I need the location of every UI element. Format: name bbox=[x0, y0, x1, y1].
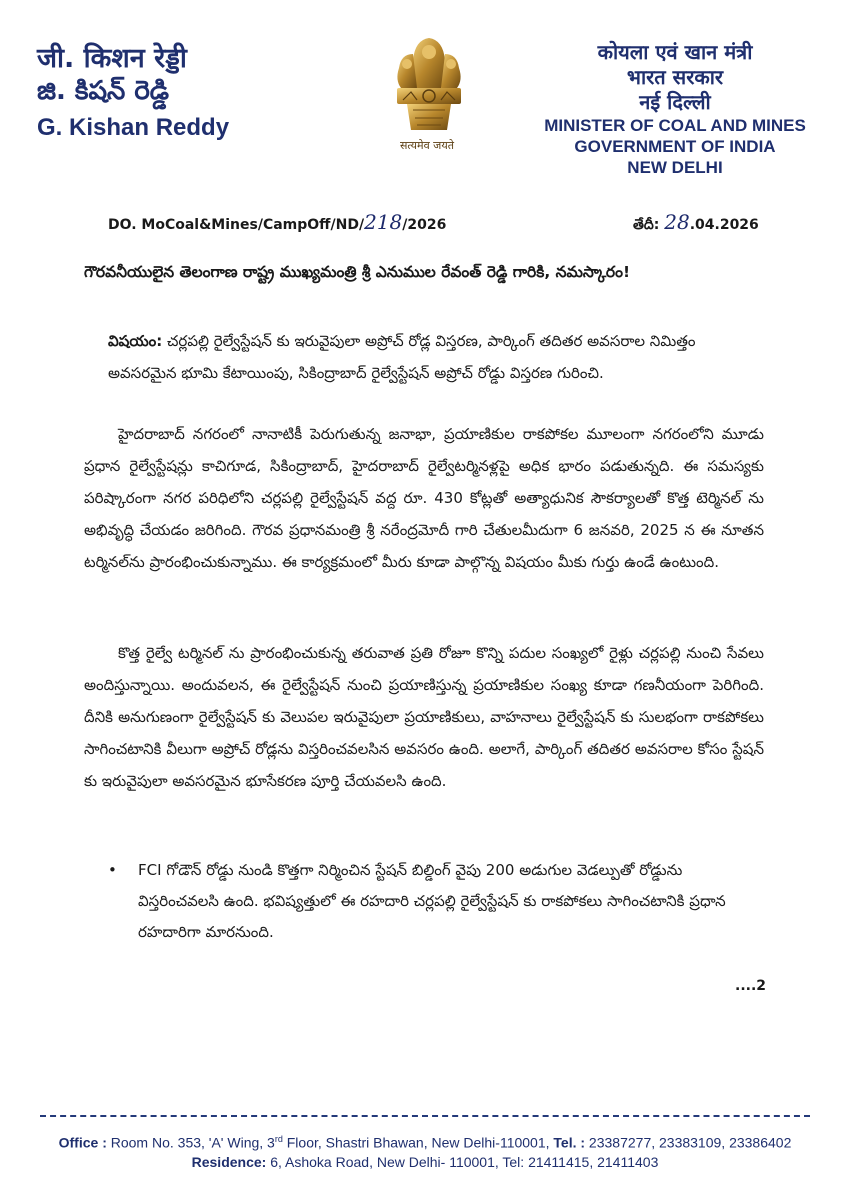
date-handwritten-day: 28 bbox=[664, 210, 690, 234]
minister-name-hindi: जी. किशन रेड्डी bbox=[37, 43, 187, 74]
page-continuation: ....2 bbox=[735, 978, 767, 994]
bullet-dot-icon: • bbox=[108, 861, 117, 879]
body-paragraph-1 bbox=[84, 418, 764, 578]
ministry-english-line1: MINISTER OF COAL AND MINES bbox=[544, 116, 806, 135]
ministry-block bbox=[530, 40, 820, 178]
subject-text: చర్లపల్లి రైల్వేస్టేషన్ కు ఇరువైపులా అప్రోచ్ రోడ్ల విస్తరణ, పార్కింగ్ తదితర అవసరాల నిమిత్తం అవసరమైన భూమి కేటాయింపు, సికింద్రాబాద్ రైల్వేస్టేషన్ అప్రోచ్ రోడ్డు విస్తరణ గురించి. bbox=[108, 332, 696, 382]
footer-divider bbox=[40, 1115, 810, 1117]
date-label: తేదీ: bbox=[633, 217, 665, 233]
salutation: గౌరవనీయులైన తెలంగాణ రాష్ట్ర ముఖ్యమంత్రి శ్రీ ఎనుముల రేవంత్ రెడ్డి గారికి, నమస్కారం! bbox=[84, 263, 631, 281]
office-label: Office : bbox=[58, 1134, 107, 1151]
ministry-hindi-line2: भारत सरकार bbox=[626, 65, 724, 89]
reference-suffix: /2026 bbox=[402, 217, 447, 233]
office-sup: rd bbox=[274, 1134, 283, 1144]
date-rest: .04.2026 bbox=[689, 217, 759, 233]
footer-residence-line bbox=[30, 1153, 820, 1172]
reference-prefix: DO. MoCoal&Mines/CampOff/ND/ bbox=[108, 217, 365, 233]
tel-numbers: 23387277, 23383109, 23386402 bbox=[585, 1134, 792, 1151]
paragraph-2-text: కొత్త రైల్వే టర్మినల్ ను ప్రారంభించుకున్న తరువాత ప్రతి రోజూ కొన్ని పదుల సంఖ్యలో రైళ్లు చర్లపల్లి నుంచి సేవలు అందిస్తున్నాయి. అందువలన, ఈ రైల్వేస్టేషన్ నుంచి ప్రయాణిస్తున్న ప్రయాణికుల సంఖ్య కూడా గణనీయంగా పెరిగింది. దీనికి అనుగుణంగా రైల్వేస్టేషన్ కు వెలుపల ఇరువైపులా ప్రయాణికులు, వాహనాలు రైల్వేస్టేషన్ కు సులభంగా రాకపోకలు సాగించటానికి వీలుగా అప్రోచ్ రోడ్లను విస్తరించవలసిన అవసరం ఉంది. అలాగే, పార్కింగ్ తదితర అవసరాల కోసం స్టేషన్ కు ఇరువైపులా అవసరమైన భూసేకరణ పూర్తి చేయవలసి ఉంది. bbox=[84, 644, 764, 790]
body-paragraph-2 bbox=[84, 637, 764, 797]
ministry-hindi-line3: नई दिल्ली bbox=[639, 90, 711, 114]
office-text: Room No. 353, 'A' Wing, 3 bbox=[106, 1134, 275, 1151]
residence-text: 6, Ashoka Road, New Delhi- 110001, Tel: 21411415, 21411403 bbox=[266, 1153, 659, 1170]
subject-label: విషయం: bbox=[108, 332, 163, 350]
bullet-text: FCI గోడౌన్ రోడ్డు నుండి కొత్తగా నిర్మించిన స్టేషన్ బిల్డింగ్ వైపు 200 అడుగుల వెడల్పుతో రోడ్డును విస్తరించవలసి ఉంది. భవిష్యత్తులో ఈ రహదారి చర్లపల్లి రైల్వేస్టేషన్ కు రాకపోకలు సాగించటానికి ప్రధాన రహదారిగా మారనుంది. bbox=[138, 861, 726, 941]
office-text-2: Floor, Shastri Bhawan, New Delhi-110001, bbox=[282, 1134, 554, 1151]
minister-name-telugu: జి. కిషన్ రెడ్డి bbox=[37, 76, 170, 106]
emblem-motto: सत्यमेव जयते bbox=[399, 139, 454, 152]
subject-line bbox=[108, 325, 758, 389]
minister-name-english: G. Kishan Reddy bbox=[37, 114, 230, 141]
ministry-hindi-line1: कोयला एवं खान मंत्री bbox=[597, 40, 753, 64]
footer-address bbox=[30, 1130, 820, 1172]
ministry-english-line2: GOVERNMENT OF INDIA bbox=[574, 137, 776, 156]
paragraph-1-text: హైదరాబాద్ నగరంలో నానాటికీ పెరుగుతున్న జనాభా, ప్రయాణికుల రాకపోకల మూలంగా నగరంలోని మూడు ప్రధాన రైల్వేస్టేషన్లు కాచిగూడ, సికింద్రాబాద్, హైదరాబాద్ రైల్వేటర్మినళ్లపై అధిక భారం పడుతున్నది. ఈ సమస్యకు పరిష్కారంగా నగర పరిధిలోని చర్లపల్లి రైల్వేస్టేషన్ వద్ద రూ. 430 కోట్లతో అత్యాధునిక సౌకర్యాలతో కొత్త టెర్మినల్ ను అభివృద్ధి చేయడం జరిగింది. గౌరవ ప్రధానమంత్రి శ్రీ నరేంద్రమోదీ గారి చేతులమీదుగా 6 జనవరి, 2025 న ఈ నూతన టర్మినల్‌ను ప్రారంభించుకున్నాము. ఈ కార్యక్రమంలో మీరు కూడా పాల్గొన్న విషయం మీకు గుర్తు ఉండే ఉంటుంది. bbox=[84, 425, 764, 571]
footer-office-line bbox=[30, 1130, 820, 1153]
reference-handwritten-number: 218 bbox=[364, 210, 403, 234]
tel-label: Tel. : bbox=[553, 1134, 586, 1151]
ministry-english-line3: NEW DELHI bbox=[627, 158, 723, 177]
reference-number bbox=[108, 210, 446, 234]
letter-date bbox=[633, 210, 759, 236]
residence-label: Residence: bbox=[191, 1153, 267, 1170]
bullet-item bbox=[108, 855, 758, 948]
